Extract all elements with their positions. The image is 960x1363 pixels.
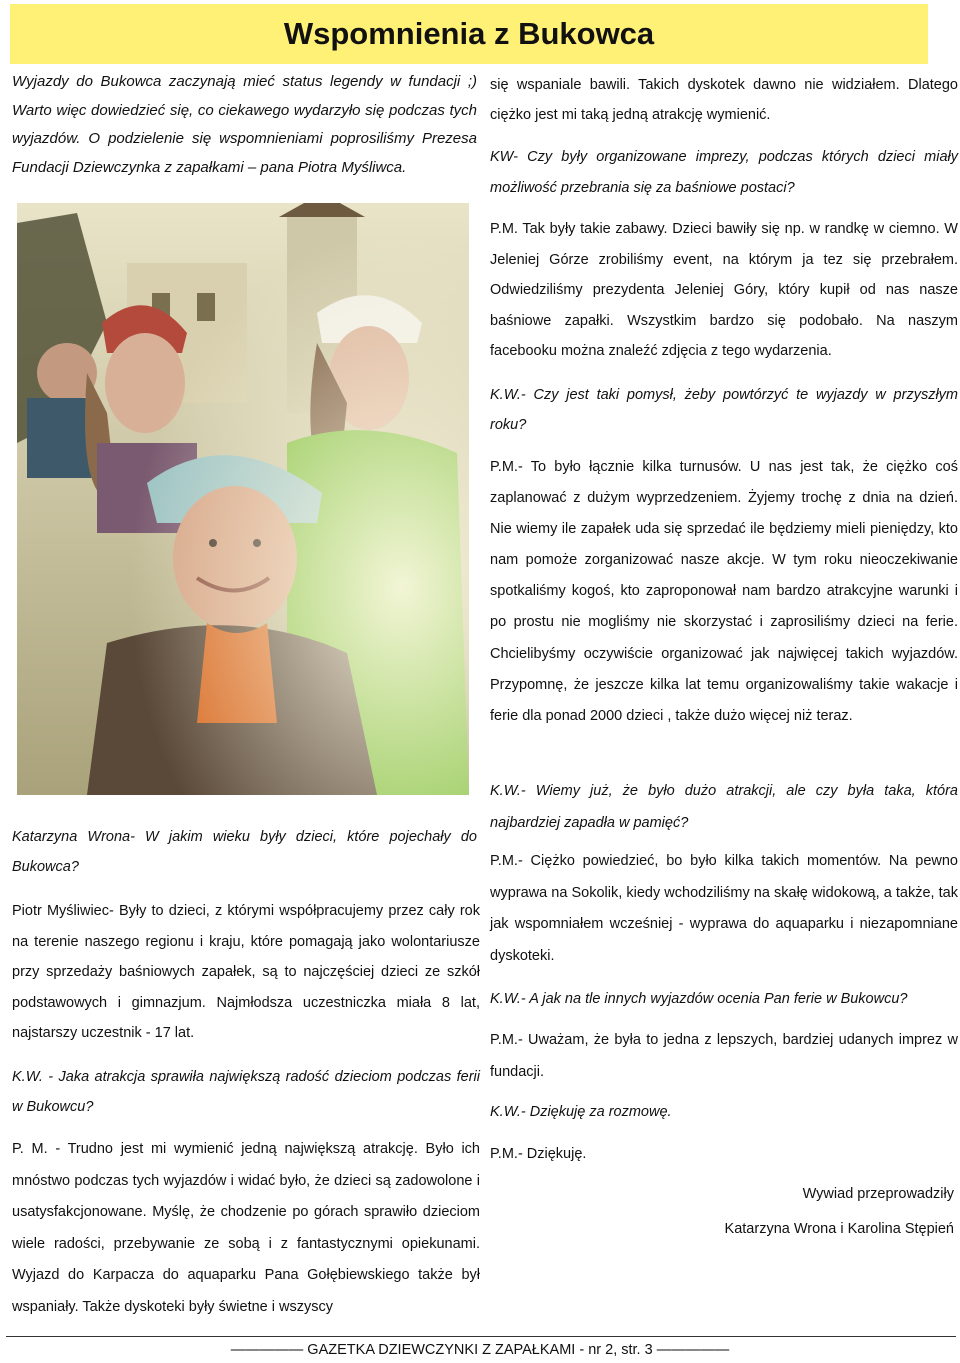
question-6: K.W.- A jak na tle innych wyjazdów ocenia Pan ferie w Bukowcu?: [490, 991, 908, 1007]
signature-line-1: Wywiad przeprowadziły: [802, 1186, 954, 1202]
page-title: Wspomnienia z Bukowca: [283, 16, 655, 51]
question-5: K.W.- Wiemy już, że było dużo atrakcji, ale czy była taka, która najbardziej zapadła w pamięć?: [490, 783, 958, 831]
question-3: KW- Czy były organizowane imprezy, podczas których dzieci miały możliwość przebrania się za baśniowe postaci?: [490, 149, 958, 196]
photo-illustration: [17, 203, 469, 795]
question-1: Katarzyna Wrona- W jakim wieku były dzieci, które pojechały do Bukowca?: [12, 829, 477, 875]
page-footer: ————— GAZETKA DZIEWCZYNKI Z ZAPAŁKAMI - nr 2, str. 3 —————: [230, 1342, 730, 1358]
answer-5: P.M.- Ciężko powiedzieć, bo było kilka takich momentów. Na pewno wyprawa na Sokolik, kiedy wchodziliśmy na skałę widokową, a także, tak jak wspomniałem wcześniej - wyprawa do aquaparku i niezapomniane dyskoteki.: [490, 853, 958, 964]
question-4: K.W.- Czy jest taki pomysł, żeby powtórzyć te wyjazdy w przyszłym roku?: [490, 387, 958, 433]
question-7: K.W.- Dziękuję za rozmowę.: [490, 1104, 672, 1120]
answer-4: P.M.- To było łącznie kilka turnusów. U nas jest tak, że ciężko coś zaplanować z dużym wyprzedzeniem. Żyjemy trochę z dnia na dzień. Nie wiemy ile zapałek uda się sprzedać ile będziemy mieli pieniędzy, kto nam pomoże zorganizować nasze akcje. W tym roku nieoczekiwanie spotkaliśmy kogoś, kto zaproponował nam bardzo atrakcyjne warunki i po prostu nie mogliśmy nie skorzystać i zaprosiliśmy dzieci na ferie. Chcielibyśmy oczywiście organizować jak najwięcej takich wyjazdów. Przypomnę, że jeszcze kilka lat temu organizowaliśmy takie wakacje i ferie dla ponad 2000 dzieci , także dużo więcej niż teraz.: [490, 459, 958, 724]
intro-paragraph: Wyjazdy do Bukowca zaczynają mieć status legendy w fundacji ;) Warto więc dowiedzieć się, co ciekawego wydarzyło się podczas tych wyjazdów. O podzielenie się wspomnieniami poprosiliśmy Prezesa Fundacji Dziewczynka z zapałkami – pana Piotra Myśliwca.: [12, 73, 477, 176]
answer-2: P. M. - Trudno jest mi wymienić jedną największą atrakcję. Było ich mnóstwo podczas tych wyjazdów i widać było, że dzieci są zadowolone i usatysfakcjonowane. Myślę, że chodzenie po górach sprawiło dzieciom wiele radości, przebywanie ze sobą i z fantastycznymi opiekunami. Wyjazd do Karpacza do aquaparku Pana Gołębiewskiego także był wspaniały. Także dyskoteki były świetne i wszyscy: [12, 1141, 480, 1315]
answer-6: P.M.- Uważam, że była to jedna z lepszych, bardziej udanych imprez w fundacji.: [490, 1032, 958, 1080]
footer-divider: [6, 1336, 956, 1337]
question-2: K.W. - Jaka atrakcja sprawiła największą radość dzieciom podczas ferii w Bukowcu?: [12, 1069, 480, 1115]
answer-2-continued: się wspaniale bawili. Takich dyskotek dawno nie widziałem. Dlatego ciężko jest mi taką jedną atrakcję wymienić.: [490, 77, 958, 123]
answer-1: Piotr Myśliwiec- Były to dzieci, z którymi współpracujemy przez cały rok na terenie naszego regionu i kraju, które pomagają jako wolontariusze przy sprzedaży baśniowych zapałek, są to najczęściej dzieci ze szkół podstawowych i gimnazjum. Najmłodsza uczestniczka miała 8 lat, najstarszy uczestnik - 17 lat.: [12, 903, 480, 1041]
answer-7: P.M.- Dziękuję.: [490, 1146, 587, 1162]
signature-line-2: Katarzyna Wrona i Karolina Stępień: [724, 1221, 954, 1237]
group-photo: [14, 200, 472, 798]
answer-3: P.M. Tak były takie zabawy. Dzieci bawiły się np. w randkę w ciemno. W Jeleniej Górze zrobiliśmy event, na którym ja tez się przebrałem. Odwiedziliśmy prezydenta Jeleniej Góry, który kupił od nas nasze baśniowe zapałki. Wszystkim bardzo się podobało. Na naszym facebooku można znaleźć zdjęcia z tego wydarzenia.: [490, 221, 958, 359]
title-bar: [10, 4, 928, 64]
